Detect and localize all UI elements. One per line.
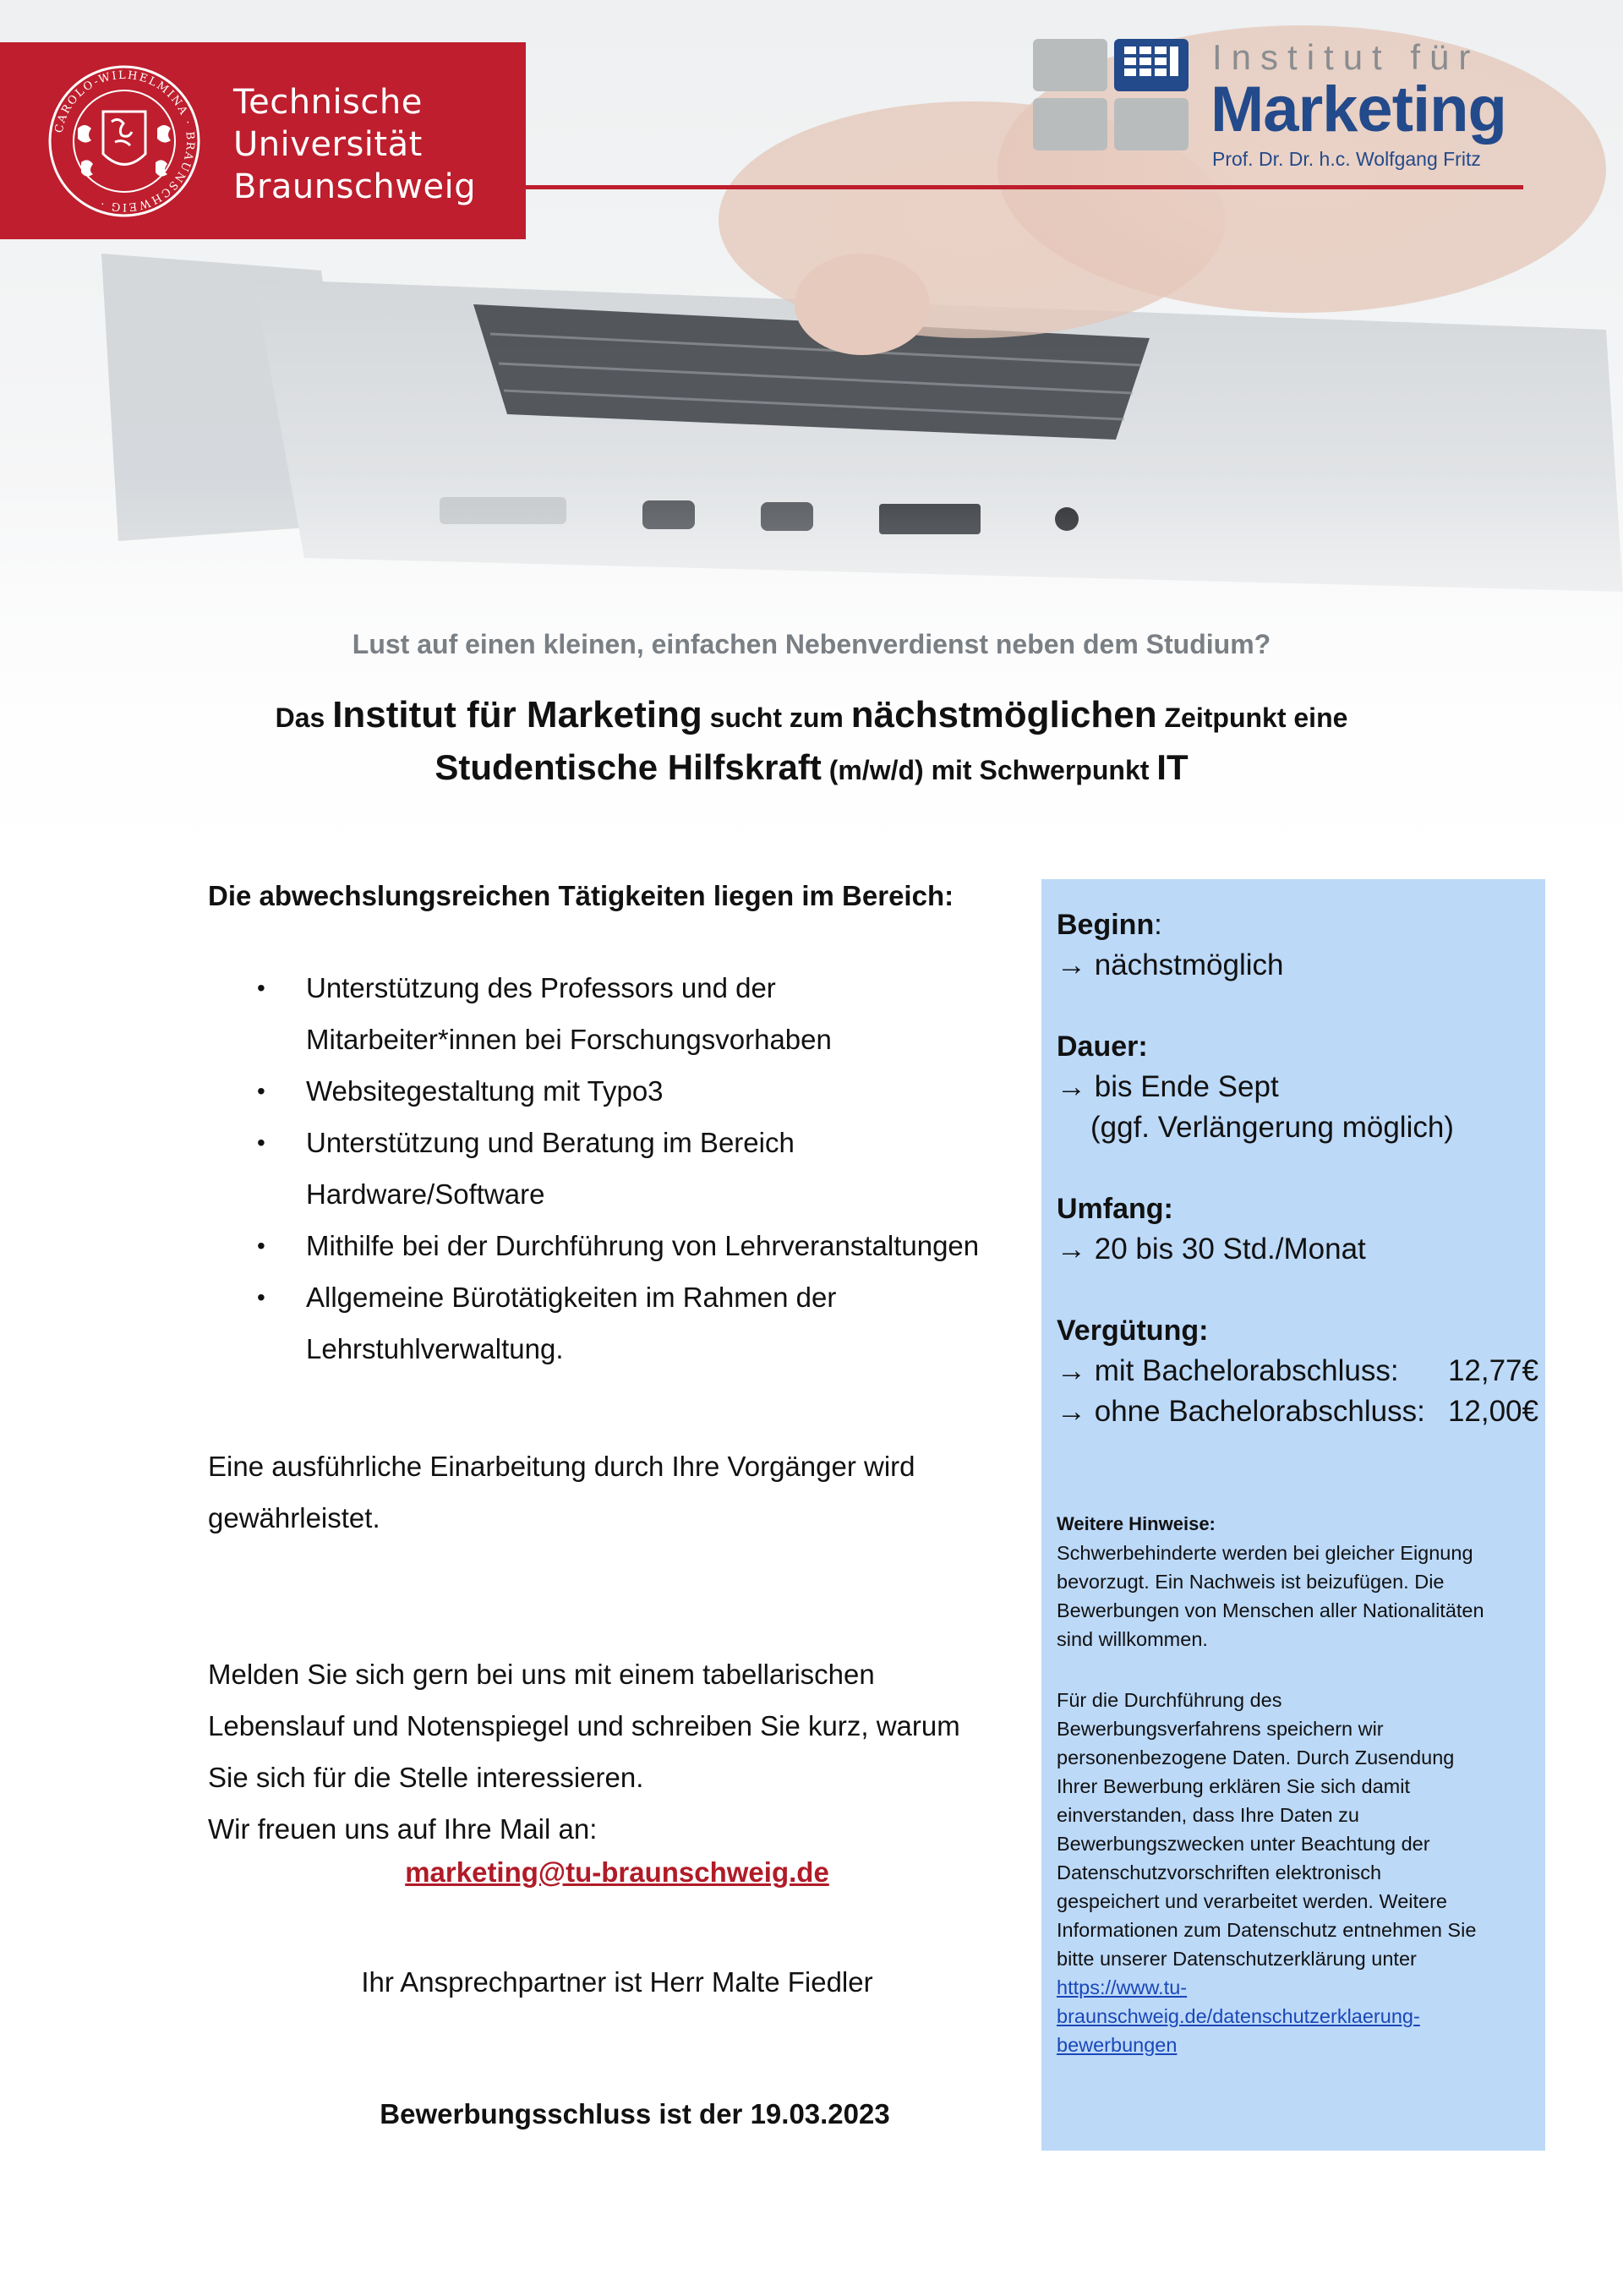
arrow-icon: → <box>1057 948 1086 981</box>
university-name-line: Universität <box>233 125 423 164</box>
logo-professor: Prof. Dr. Dr. h.c. Wolfgang Fritz <box>1212 148 1481 170</box>
privacy-line: gespeichert und verarbeitet werden. Weitere <box>1057 1890 1447 1912</box>
university-seal-icon <box>44 61 205 221</box>
paragraph-line: Lebenslauf und Notenspiegel und schreiben Sie kurz, warum <box>208 1710 960 1741</box>
job-headline <box>0 693 1623 798</box>
list-item-line: Allgemeine Bürotätigkeiten im Rahmen der <box>306 1282 837 1313</box>
logo-tiles-icon <box>1033 37 1214 156</box>
privacy-policy-link[interactable]: braunschweig.de/datenschutzerklaerung- <box>1057 2005 1420 2027</box>
start-value: nächstmöglich <box>1094 948 1284 981</box>
scope-value: 20 bis 30 Std./Monat <box>1094 1233 1366 1266</box>
start-block <box>1057 905 1538 986</box>
headline-timing: nächstmöglichen <box>850 694 1157 735</box>
headline-focus: IT <box>1156 747 1189 787</box>
headline-text: (m/w/d) mit Schwerpunkt <box>821 755 1157 785</box>
list-item-line: Mitarbeiter*innen bei Forschungsvorhaben <box>306 1024 832 1055</box>
onboarding-paragraph <box>208 1440 1053 1544</box>
list-item-line: Mithilfe bei der Durchführung von Lehrveranstaltungen <box>306 1230 980 1261</box>
application-deadline: Bewerbungsschluss ist der 19.03.2023 <box>380 2098 890 2129</box>
duration-note: (ggf. Verlängerung möglich) <box>1090 1111 1454 1144</box>
scope-label: Umfang: <box>1057 1193 1173 1225</box>
bullet-icon: • <box>257 1284 265 1310</box>
headline-text: Das <box>275 702 333 733</box>
logo-institut-fuer: Institut für <box>1212 37 1480 77</box>
arrow-icon: → <box>1057 1354 1086 1387</box>
arrow-icon: → <box>1057 1233 1086 1266</box>
header-divider <box>526 185 1523 189</box>
list-item-line: Hardware/Software <box>306 1178 545 1210</box>
contact-person: Ihr Ansprechpartner ist Herr Malte Fiedler <box>361 1966 873 1998</box>
institute-marketing-logo <box>1033 37 1528 170</box>
paragraph-line: Wir freuen uns auf Ihre Mail an: <box>208 1813 598 1845</box>
privacy-line: Bewerbungszwecken unter Beachtung der <box>1057 1833 1430 1855</box>
pay-row-amount: 12,00€ <box>1447 1395 1538 1428</box>
privacy-line: Informationen zum Datenschutz entnehmen Sie <box>1057 1919 1477 1941</box>
privacy-policy-link[interactable]: bewerbungen <box>1057 2034 1178 2056</box>
lead-question: Lust auf einen kleinen, einfachen Nebenverdienst neben dem Studium? <box>352 629 1271 659</box>
list-item-line: Lehrstuhlverwaltung. <box>306 1333 564 1364</box>
headline-position: Studentische Hilfskraft <box>434 747 822 787</box>
notes-block <box>1057 1510 1538 1654</box>
duration-value: bis Ende Sept <box>1094 1070 1279 1103</box>
paragraph-line: Eine ausführliche Einarbeitung durch Ihre Vorgänger wird <box>208 1451 915 1482</box>
paragraph-line: Sie sich für die Stelle interessieren. <box>208 1762 644 1793</box>
logo-marketing: Marketing <box>1210 74 1506 145</box>
paragraph-line: Melden Sie sich gern bei uns mit einem tabellarischen <box>208 1659 875 1690</box>
bullet-icon: • <box>257 975 265 1001</box>
list-item <box>208 1065 1151 1117</box>
privacy-line: Bewerbungsverfahrens speichern wir <box>1057 1718 1384 1740</box>
privacy-line: bitte unserer Datenschutzerklärung unter <box>1057 1948 1417 1970</box>
list-item <box>208 1220 1151 1271</box>
tasks-list <box>208 962 1045 1375</box>
pay-row-label: mit Bachelorabschluss: <box>1094 1354 1399 1387</box>
arrow-icon: → <box>1057 1070 1086 1103</box>
headline-line-1 <box>0 693 1623 746</box>
bullet-icon: • <box>257 1129 265 1156</box>
headline-institute: Institut für Marketing <box>332 694 702 735</box>
headline-text: Zeitpunkt eine <box>1156 702 1348 733</box>
pay-row-no-bachelor <box>1057 1391 1538 1432</box>
bullet-icon: • <box>257 1078 265 1104</box>
privacy-block <box>1057 1686 1538 2059</box>
pay-row-amount: 12,77€ <box>1447 1354 1538 1387</box>
notes-line: Bewerbungen von Menschen aller Nationalitäten <box>1057 1599 1484 1621</box>
start-label: Beginn <box>1057 909 1155 941</box>
privacy-line: Ihrer Bewerbung erklären Sie sich damit <box>1057 1775 1410 1797</box>
duration-block <box>1057 1026 1538 1148</box>
paragraph-line: gewährleistet. <box>208 1502 380 1533</box>
pay-label: Vergütung: <box>1057 1315 1209 1347</box>
privacy-policy-link[interactable]: https://www.tu- <box>1057 1976 1188 1998</box>
tu-braunschweig-logo <box>0 42 526 239</box>
bullet-icon: • <box>257 1233 265 1259</box>
list-item <box>208 1117 1151 1220</box>
tasks-title: Die abwechslungsreichen Tätigkeiten liegen im Bereich: <box>208 880 954 911</box>
pay-row-label: ohne Bachelorabschluss: <box>1094 1395 1425 1428</box>
duration-label: Dauer: <box>1057 1030 1148 1063</box>
job-details-box <box>1041 879 1545 2151</box>
university-name-line: Technische <box>233 83 423 122</box>
university-name <box>233 81 476 208</box>
svg-text:CAROLO-WILHELMINA · BRAUNSCHWE: CAROLO-WILHELMINA · BRAUNSCHWEIG · <box>52 68 197 214</box>
pay-block <box>1057 1310 1538 1432</box>
notes-line: sind willkommen. <box>1057 1628 1208 1650</box>
list-item-line: Unterstützung und Beratung im Bereich <box>306 1127 795 1158</box>
notes-line: bevorzugt. Ein Nachweis ist beizufügen. Die <box>1057 1571 1445 1593</box>
start-colon: : <box>1154 909 1162 941</box>
list-item-line: Unterstützung des Professors und der <box>306 972 776 1003</box>
list-item <box>208 962 1151 1065</box>
email-link[interactable]: marketing@tu-braunschweig.de <box>405 1856 829 1888</box>
headline-text: sucht zum <box>702 702 851 733</box>
pay-row-bachelor <box>1057 1351 1538 1391</box>
application-paragraph <box>208 1648 1053 1855</box>
privacy-line: Für die Durchführung des <box>1057 1689 1282 1711</box>
university-name-line: Braunschweig <box>233 167 477 206</box>
headline-line-2 <box>0 746 1623 798</box>
list-item <box>208 1271 1151 1375</box>
privacy-line: einverstanden, dass Ihre Daten zu <box>1057 1804 1359 1826</box>
arrow-icon: → <box>1057 1395 1086 1428</box>
privacy-line: Datenschutzvorschriften elektronisch <box>1057 1861 1382 1883</box>
notes-title: Weitere Hinweise: <box>1057 1513 1216 1534</box>
tasks-section <box>208 876 1045 1375</box>
scope-block <box>1057 1189 1538 1270</box>
list-item-line: Websitegestaltung mit Typo3 <box>306 1075 664 1107</box>
privacy-line: personenbezogene Daten. Durch Zusendung <box>1057 1747 1455 1768</box>
notes-line: Schwerbehinderte werden bei gleicher Eignung <box>1057 1542 1473 1564</box>
